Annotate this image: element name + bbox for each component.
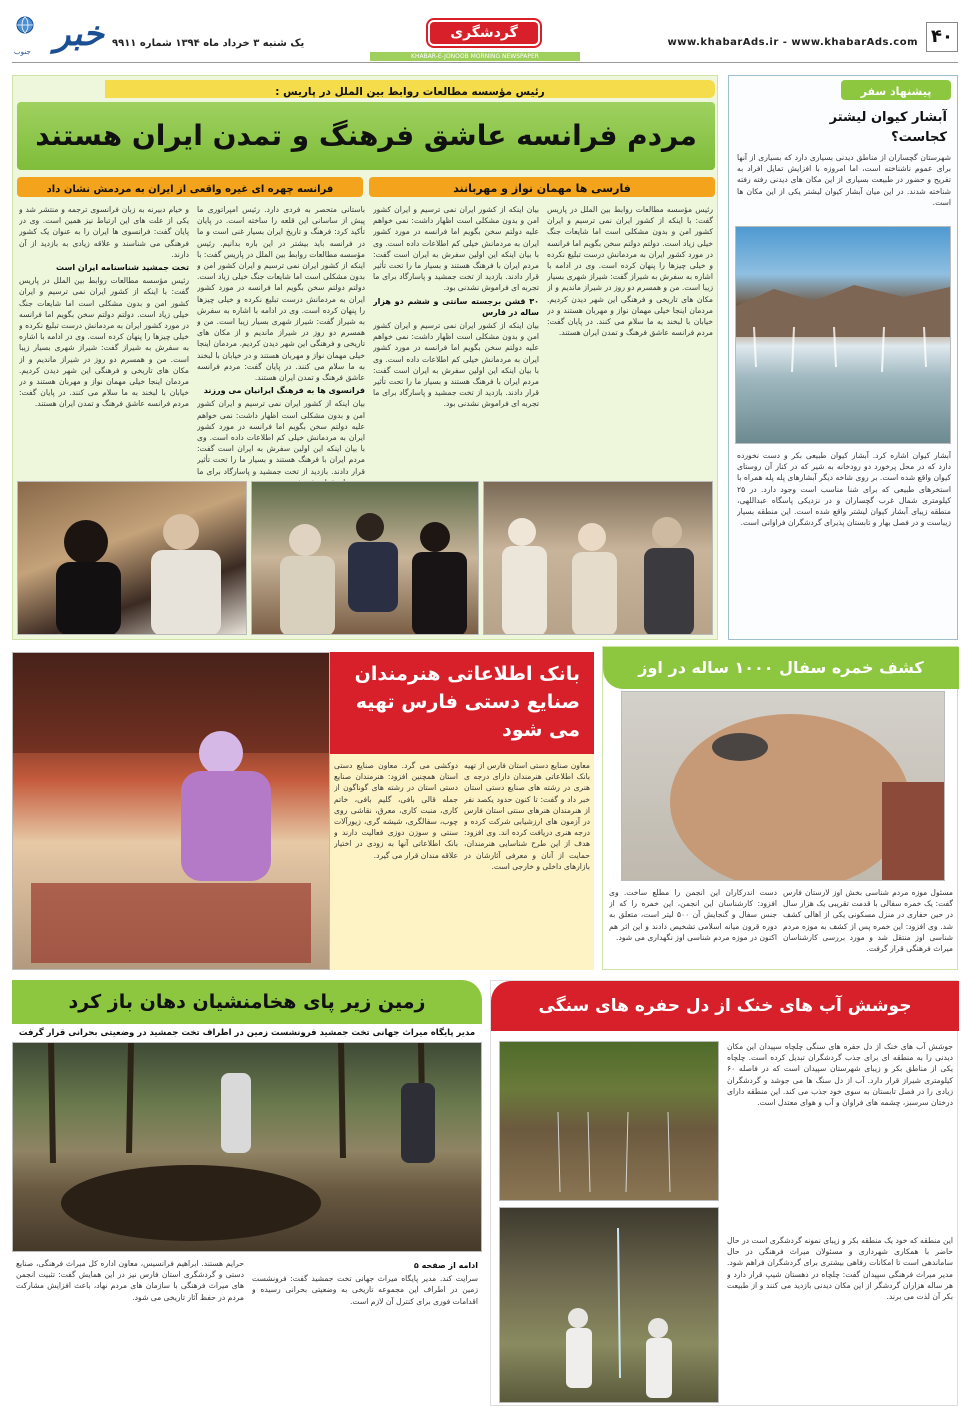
- main-headline: مردم فرانسه عاشق فرهنگ و تمدن ایران هستند: [35, 119, 697, 152]
- main-col1-text: رئیس مؤسسه مطالعات روابط بین الملل در پاریس گفت: با اینکه از کشور ایران نمی ترسیم و ایران کشور امن و بدون مشکلی است اما شایعات جنگ خیلی زیاد است. دولتم دولتم سخن بگویم اما فرانسه در مورد کشور ایران به مردمانش درست تبلیغ نکرده و خیلی چیزها را پنهان کرده است. وی در ادامه با اشاره به سفرش به شیراز گفت: شیراز شهری بسیار زیبا است. من و همسرم دو روز در شیراز ماندیم و از مکان های تاریخی و فرهنگی این شهر دیدن کردیم. مردمان اینجا خیلی مهمان نواز و مهربان هستند و در خیابان با لبخند به ما سلام می کنند. در پایان گفت: مردم فرانسه عاشق فرهنگ و تمدن ایران هستند.: [547, 205, 713, 338]
- photo-interview-woman: [17, 481, 247, 635]
- main-col3-text: باستانی متحصر به فردی دارد. رئیس امپراتوری ما پیش از ساسانی این قلعه را ساخته است. در پایان تأکید کرد: فرهنگ و تاریخ ایران بسیار غنی است و ما در فرانسه باید بیشتر در این باره بدانیم.: [197, 205, 365, 248]
- ground-title: زمین زیر پای هخامنشیان دهان باز کرد: [68, 991, 426, 1013]
- subhead-right: [369, 177, 715, 197]
- section-rule: [370, 52, 580, 61]
- ground-crack-icon: [12, 1043, 481, 1252]
- crafts-col2: [334, 760, 458, 966]
- pottery-col1: [783, 887, 953, 967]
- travel-sidebar: [728, 75, 958, 640]
- pottery-title: کشف خمره سفال ۱۰۰۰ ساله در اوز: [638, 658, 924, 677]
- ground-col2-text: حرایم هستند. ابراهیم فرانسیس، معاون اداره کل میراث فرهنگی، صنایع دستی و گردشگری استان فارس نیز در این همایش گفت: تثبیت انجمن های میراث فرهنگی با سازمان های مردم نهاد، باعث افزایش مشارکت مردم در حفظ آثار تاریخی می شود.: [16, 1259, 244, 1302]
- logo-sub: جنوب: [14, 48, 31, 56]
- ground-col2: [16, 1258, 244, 1402]
- photo-meeting: [251, 481, 479, 635]
- sidebar-body-text: آبشار کیوان اشاره کرد. آبشار کیوان طبیعی بکر و دست نخورده دارد که در محل پرخورد دو رودخانه به شیر که در کنار آن روستای کیوان واقع شده است. بر روی شاخه دیگر آبشارهای پله پله همراه با استخرهای طبیعی که برای شنا مناسب است وجود دارد. در ۲۵ کیلومتری شمال غرب گچساران و در نزدیکی پاسگاه عبداللهی، منطقه زیبای آبشار کیوان لیشتر واقع شده است. این منطقه بسیار زیباست و در فصل بهار و تابستان پذیرای گردشگران فراوانی است.: [737, 451, 951, 528]
- pottery-col1-text: مسئول موزه مردم شناسی بخش اوز لارستان فارس گفت: یک خمره سفالی با قدمت تقریبی یک هزار سال در حین حفاری در منزل مسکونی یکی از اهالی کشف شد. وی افزود: این خمره پس از کشف به موزه مردم شناسی اوز منتقل شد و مورد بررسی کارشناسان میراث فرهنگی قرار گرفت.: [783, 888, 953, 954]
- header-url[interactable]: www.khabarAds.ir - www.khabarAds.com: [667, 37, 918, 48]
- photo-waterfall: [735, 226, 951, 444]
- pottery-col2: [609, 887, 777, 967]
- pottery-col2-text: دست اندرکاران این انجمن را مطلع ساخت. وی افزود: کارشناسان این انجمن، این خمره را که از جنس سفال و گنجایش آن ۵۰۰ لیتر است، متعلق به دوره قرون میانه اسلامی تشخیص دادند و این اثر هم اکنون در موزه مردم شناسی اوز نگهداری می شود.: [609, 888, 777, 942]
- photo-spring-rock: [499, 1041, 719, 1201]
- crafts-title-bar: [330, 652, 594, 754]
- photo-audience: [483, 481, 713, 635]
- subhead-right-text: فارسی ها مهمان نواز و مهربانند: [453, 182, 631, 195]
- main-col2-text-cont: بیان اینکه از کشور ایران نمی ترسیم و ایران کشور امن و بدون مشکلی است اظهار داشت: نمی خواهم علیه دولتم سخن بگویم اما فرانسه در مورد کشور ایران به مردمانش خیلی کم اطلاعات داده است. وی با بیان اینکه این اولین سفرش به ایران است گفت: مردم ایران با فرهنگ هستند و بسیار ما را تحت تأثیر قرار دادند. بازدید از تخت جمشید و پاسارگاد برای ما تجربه ای فراموش نشدنی بود.: [373, 321, 539, 409]
- springs-col2: [727, 1235, 953, 1403]
- sidebar-body: [737, 450, 951, 636]
- crafts-fair-icon: [12, 653, 329, 970]
- main-col2-text: بیان اینکه از کشور ایران نمی ترسیم و ایران کشور امن و بدون مشکلی است اظهار داشت: نمی خواهم علیه دولتم سخن بگویم اما فرانسه در مورد کشور ایران به مردمانش خیلی کم اطلاعات داده است. وی با بیان اینکه این اولین سفرش به ایران است گفت: مردم ایران با فرهنگ هستند و بسیار ما را تحت تأثیر قرار دادند. بازدید از تخت جمشید و پاسارگاد برای ما تجربه ای فراموش نشدنی بود.: [373, 205, 539, 293]
- newspaper-logo: [14, 14, 104, 60]
- springs-article: [490, 980, 958, 1406]
- waterfall-icon: [735, 227, 950, 444]
- main-col3-text-b: رئیس مؤسسه مطالعات روابط بین الملل در پاریس گفت: با اینکه از کشور ایران نمی ترسیم و ایران کشور امن و بدون مشکلی است اما شایعات جنگ خیلی زیاد است. دولتم دولتم سخن بگویم اما فرانسه در مورد کشور ایران به مردمانش درست تبلیغ نکرده و خیلی چیزها را پنهان کرده است. وی در ادامه با اشاره به سفرش به شیراز گفت: شیراز شهری بسیار زیبا است. من و همسرم دو روز در شیراز ماندیم و از مکان های تاریخی و فرهنگی این شهر دیدن کردیم. مردمان اینجا خیلی مهمان نواز و مهربان هستند و در خیابان با لبخند به ما سلام می کنند. در پایان گفت: مردم فرانسه عاشق فرهنگ و تمدن ایران هستند.: [197, 238, 365, 383]
- section-tab: [428, 20, 540, 46]
- jar-icon: [621, 692, 944, 881]
- ground-col1-text: سرایت کند. مدیر پایگاه میراث جهانی تخت جمشید گفت: فرونشست زمین در اطراف این مجموعه تاریخی به وضعیتی بحرانی رسیده و اقدامات فوری برای کنترل آن لازم است.: [252, 1274, 478, 1306]
- ground-col1: [252, 1258, 478, 1402]
- ground-title-bar: [12, 980, 482, 1024]
- crafts-article: [12, 652, 594, 970]
- springs-col1: [727, 1041, 953, 1231]
- springs-title-bar: [491, 981, 959, 1031]
- crafts-title: بانک اطلاعاتی هنرمندان صنایع دستی فارس تهیه می شود: [354, 663, 580, 741]
- main-col3-text-c: بیان اینکه از کشور ایران نمی ترسیم و ایران کشور امن و بدون مشکلی است اظهار داشت: نمی خواهم علیه دولتم سخن بگویم اما فرانسه در مورد کشور ایران به مردمانش خیلی کم اطلاعات داده است. وی با بیان اینکه این اولین سفرش به ایران است گفت: مردم ایران با فرهنگ هستند و بسیار ما را تحت تأثیر قرار دادند. بازدید از تخت جمشید و پاسارگاد برای ما: [197, 399, 365, 476]
- logo-text: خبر: [53, 14, 104, 54]
- kicker-bar: [105, 80, 715, 98]
- springs-col1-text: جوشش آب های خنک از دل حفره های سنگی چلچاه سپیدان این مکان دیدنی را به منطقه ای برای جذب گردشگران تبدیل کرده است. چلچاه یکی از مناطق بکر و زیبای شهرستان سپیدان است که در فاصله ۶۰ کیلومتری شیراز قرار دارد. آب از دل سنگ ها می جوشد و گردشگران زیادی را در فصل تابستان به سوی خود جذب می کند. این منطقه دارای درختان سرسبز، چشمه های فراوان و آب و هوای معتدل است.: [727, 1042, 953, 1108]
- globe-icon: [16, 16, 34, 34]
- main-col3-subhead: فرانسوی ها به فرهنگ ایرانیان می ورزند: [203, 386, 365, 396]
- main-col4-subhead: تخت جمشید شناسنامه ایران است: [56, 263, 189, 273]
- photo-crafts-fair: [12, 652, 330, 970]
- main-col4-text: و خیام دبیرنه به زبان فرانسوی ترجمه و منتشر شد و یکی از علت های این ارتباط نیز همین است. وی در پایان گفت: فرانسوی ها ایران را به عنوان یک کشور فرهنگی می شناسند و علاقه زیادی به بازدید از آن دارند.: [19, 205, 189, 259]
- main-col2-subhead: ۳۰ قشن برجسته سانتی و ششم دو هزار ساله در فارس: [373, 296, 539, 317]
- header-rule: [12, 62, 958, 63]
- date-line: یک شنبه ۳ خرداد ماه ۱۳۹۴ شماره ۹۹۱۱: [112, 38, 305, 49]
- ground-article: [12, 980, 482, 1406]
- ground-subtitle: مدیر پایگاه میراث جهانی تخت جمشید فرونشست زمین در اطراف تخت جمشید در وضعیتی بحرانی قرار گرفت: [18, 1028, 476, 1038]
- header: [0, 0, 970, 70]
- headline-bar: [17, 102, 715, 170]
- section-subtitle: KHABAR-E-JONOOB MORNING NEWSPAPER: [411, 53, 539, 60]
- pottery-title-bar: [603, 647, 959, 689]
- springs-col2-text: این منطقه که خود یک منطقه بکر و زیبای نمونه گردشگری است در حال حاضر با همکاری شهرداری و مسئولان میراث فرهنگی در حال ساماندهی است تا امکانات رفاهی بیشتری برای گردشگران فراهم شود. مدیر میراث فرهنگی سپیدان گفت: چلچاه در دهستان شیپ قرار دارد و هر ساله هزاران گردشگر از این مکان دیدنی بازدید می کنند و از طبیعت بکر آن لذت می برند.: [727, 1236, 953, 1302]
- crafts-col1: [464, 760, 590, 966]
- section-label: گردشگری: [450, 25, 518, 41]
- crafts-col1-text: معاون صنایع دستی استان فارس از تهیه بانک اطلاعاتی هنرمندان دارای درجه ی هنری در رشته های صنایع دستی استان خبر داد و گفت: تا کنون حدود یکصد نفر از هنرمندان هنرهای سنتی استان فارس در آزمون های ارزشیابی شرکت کرده و درجه هنری دریافت کرده اند. وی افزود: هدف از این طرح شناسایی هنرمندان، حمایت از آنان و معرفی آثارشان در بازارهای داخلی و خارجی است.: [464, 761, 590, 871]
- sidebar-intro: [737, 152, 951, 218]
- springs-title: جوشش آب های خنک از دل حفره های سنگی: [538, 996, 912, 1016]
- photo-pottery-jar: [621, 691, 945, 881]
- subhead-left: [17, 177, 363, 197]
- main-article: [12, 75, 718, 640]
- sidebar-title: آبشار کیوان لیشتر کجاست؟: [829, 110, 947, 145]
- sidebar-label: پیشنهاد سفر: [860, 85, 932, 98]
- ground-col1-subhead: ادامه از صفحه ۵: [413, 1261, 478, 1270]
- page-number-box: [926, 22, 958, 52]
- photo-people-icon: [251, 482, 478, 635]
- photo-figure-icon: [17, 482, 246, 635]
- kicker: رئیس مؤسسه مطالعات روابط بین الملل در پاریس :: [275, 86, 545, 98]
- photo-audience-icon: [483, 482, 712, 635]
- photo-spring-workers: [499, 1207, 719, 1403]
- sidebar-intro-text: شهرستان گچساران از مناطق دیدنی بسیاری دارد که بسیاری از آنها برای عموم ناشناخته است، اما امروزه با افزایش تمایل افراد به تفریح و حضور در طبیعت بسیاری از این مکان های دیدنی رفته رفته شناخته شدند. در این میان آبشار کیوان لیشتر یکی از این مکان ها است.: [737, 153, 951, 207]
- sidebar-label-tab: [841, 80, 951, 100]
- subhead-left-text: فرانسه چهره ای غیره واقعی از ایران به مردمش نشان داد: [46, 184, 334, 195]
- workers-icon: [499, 1208, 718, 1403]
- crafts-col2-text: دوکشی می گرد. معاون صنایع دستی استان همچنین افزود: هنرمندان صنایع دستی استان در رشته های گوناگون از جمله قالی بافی، گلیم بافی، خاتم کاری، منبت کاری، معرق، نقاشی روی چوب، سفالگری، شیشه گری، زیورآلات سنتی و سوزن دوزی فعالیت دارند و بانک اطلاعاتی آنها به زودی در اختیار علاقه مندان قرار می گیرد.: [334, 761, 458, 860]
- main-col4-text-b: رئیس مؤسسه مطالعات روابط بین الملل در پاریس گفت: با اینکه از کشور ایران نمی ترسیم و ایران کشور امن و بدون مشکلی است اما شایعات جنگ خیلی زیاد است. دولتم دولتم سخن بگویم اما فرانسه در مورد کشور ایران به مردمانش درست تبلیغ نکرده و خیلی چیزها را پنهان کرده است. وی در ادامه با اشاره به سفرش به شیراز گفت: شیراز شهری بسیار زیبا است. من و همسرم دو روز در شیراز ماندیم و از مکان های تاریخی و فرهنگی این شهر دیدن کردیم. مردمان اینجا خیلی مهمان نواز و مهربان هستند و در خیابان با لبخند به ما سلام می کنند. در پایان گفت: مردم فرانسه عاشق فرهنگ و تمدن ایران هستند.: [19, 276, 189, 409]
- page-number: ۴۰: [931, 26, 953, 47]
- photo-ground-crack: [12, 1042, 482, 1252]
- spring-rock-icon: [499, 1042, 718, 1201]
- pottery-article: [602, 646, 958, 970]
